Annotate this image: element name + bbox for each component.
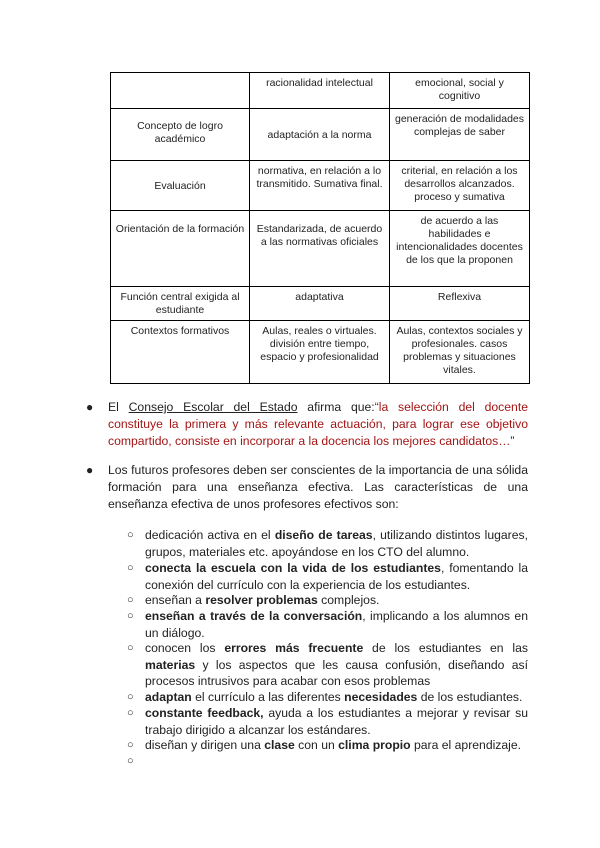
quote-text: “la selección del docente constituye la primera y más relevante actuación, para lograr ese objetivo compartido, consiste en incorporar a la docencia los mejores candidatos… — [108, 400, 528, 448]
table-cell: normativa, en relación a lo transmitido. Sumativa final. — [250, 161, 390, 211]
table-row — [111, 161, 530, 211]
item-bold: diseño de tareas — [274, 528, 373, 542]
sub-bullet-marker: ○ — [127, 562, 134, 574]
table-cell: Función central exigida al estudiante — [111, 287, 250, 321]
table-row — [111, 109, 530, 161]
table-cell: Aulas, reales o virtuales. división entre tiempo, espacio y profesionalidad — [250, 321, 390, 384]
table-cell: Aulas, contextos sociales y profesionales. casos problemas y situaciones vitales. — [390, 321, 530, 384]
table-cell: Evaluación — [111, 161, 250, 211]
item-bold: adaptan — [145, 690, 192, 704]
bullet-marker: ● — [86, 463, 94, 477]
sub-bullet-marker: ○ — [127, 610, 134, 622]
item-bold: necesidades — [344, 690, 418, 704]
item-bold: resolver problemas — [205, 593, 318, 607]
quote-prefix: El — [108, 400, 129, 414]
list-item — [145, 737, 528, 754]
item-text: de los estudiantes. — [417, 690, 523, 704]
sub-bullet-marker: ○ — [127, 529, 134, 541]
sub-bullet-marker: ○ — [127, 594, 134, 606]
item-bold: clima propio — [338, 738, 411, 752]
table-cell: criterial, en relación a los desarrollos alcanzados. proceso y sumativa — [390, 161, 530, 211]
table-row — [111, 73, 530, 109]
sub-bullet-marker-empty: ○ — [127, 755, 134, 767]
table-cell: Orientación de la formación — [111, 211, 250, 287]
sub-bullet-marker: ○ — [127, 707, 134, 719]
item-text: de los estudiantes en las — [363, 641, 528, 655]
table-cell — [111, 73, 250, 109]
table-cell: Reflexiva — [390, 287, 530, 321]
item-bold: errores más frecuente — [224, 641, 364, 655]
item-text: , fomentando la conexión del currículo con la experiencia de los estudiantes. — [145, 561, 529, 592]
list-item — [145, 592, 528, 609]
consejo-escolar-link[interactable]: Consejo Escolar del Estado — [128, 400, 298, 414]
list-item — [145, 689, 528, 706]
item-text: para el aprendizaje. — [410, 738, 522, 752]
intro-paragraph: Los futuros profesores deben ser conscientes de la importancia de una sólida formación para una enseñanza efectiva. Las características de una enseñanza efectiva de unos profesores efectivos son: — [108, 463, 528, 511]
item-bold: enseñan a través de la conversación — [145, 609, 363, 623]
item-text: , implicando a los alumnos en un diálogo. — [145, 609, 528, 640]
item-text: diseñan y dirigen una — [145, 738, 265, 752]
sub-bullet-marker: ○ — [127, 739, 134, 751]
item-bold: conecta la escuela con la vida de los estudiantes — [145, 561, 441, 575]
item-text: el currículo a las diferentes — [191, 690, 345, 704]
sub-bullet-marker: ○ — [127, 642, 134, 654]
table-cell: adaptación a la norma — [250, 109, 390, 161]
item-text: conocen los — [145, 641, 225, 655]
list-item — [145, 640, 528, 690]
item-text: dedicación activa en el — [145, 528, 275, 542]
table-cell: adaptativa — [250, 287, 390, 321]
table-cell: Concepto de logro académico — [111, 109, 250, 161]
table-cell: Estandarizada, de acuerdo a las normativas oficiales — [250, 211, 390, 287]
list-item — [145, 527, 528, 560]
table-cell: Contextos formativos — [111, 321, 250, 384]
table-cell: emocional, social y cognitivo — [390, 73, 530, 109]
item-bold: materias — [145, 657, 196, 672]
list-item — [145, 560, 528, 593]
item-text: complejos. — [317, 593, 380, 607]
sub-bullet-marker: ○ — [127, 691, 134, 703]
table-cell: generación de modalidades complejas de saber — [390, 109, 530, 161]
comparison-table — [110, 72, 530, 384]
list-item — [145, 608, 528, 641]
quote-paragraph — [108, 399, 528, 450]
item-text: ayuda a los estudiantes a mejorar y revisar su trabajo dirigido a alcanzar los estándares. — [145, 706, 528, 737]
table-cell: racionalidad intelectual — [250, 73, 390, 109]
item-text: y los aspectos que les causa confusión, diseñando así procesos intrusivos para acabar con esos problemas — [145, 657, 528, 688]
list-item — [145, 705, 528, 738]
table-row — [111, 211, 530, 287]
quote-mid: afirma que: — [297, 400, 375, 414]
item-text: con un — [294, 738, 339, 752]
item-bold: constante feedback, — [145, 706, 264, 720]
item-text: , utilizando distintos lugares, grupos, materiales etc. apoyándose en los CTO del alumno. — [145, 528, 529, 559]
item-bold: clase — [264, 738, 295, 752]
table-row — [111, 321, 530, 384]
quote-end: ” — [510, 434, 515, 448]
bullet-marker: ● — [86, 400, 94, 414]
table-cell: de acuerdo a las habilidades e intencionalidades docentes de los que la proponen — [390, 211, 530, 287]
table-row — [111, 287, 530, 321]
item-text: enseñan a — [145, 593, 206, 607]
